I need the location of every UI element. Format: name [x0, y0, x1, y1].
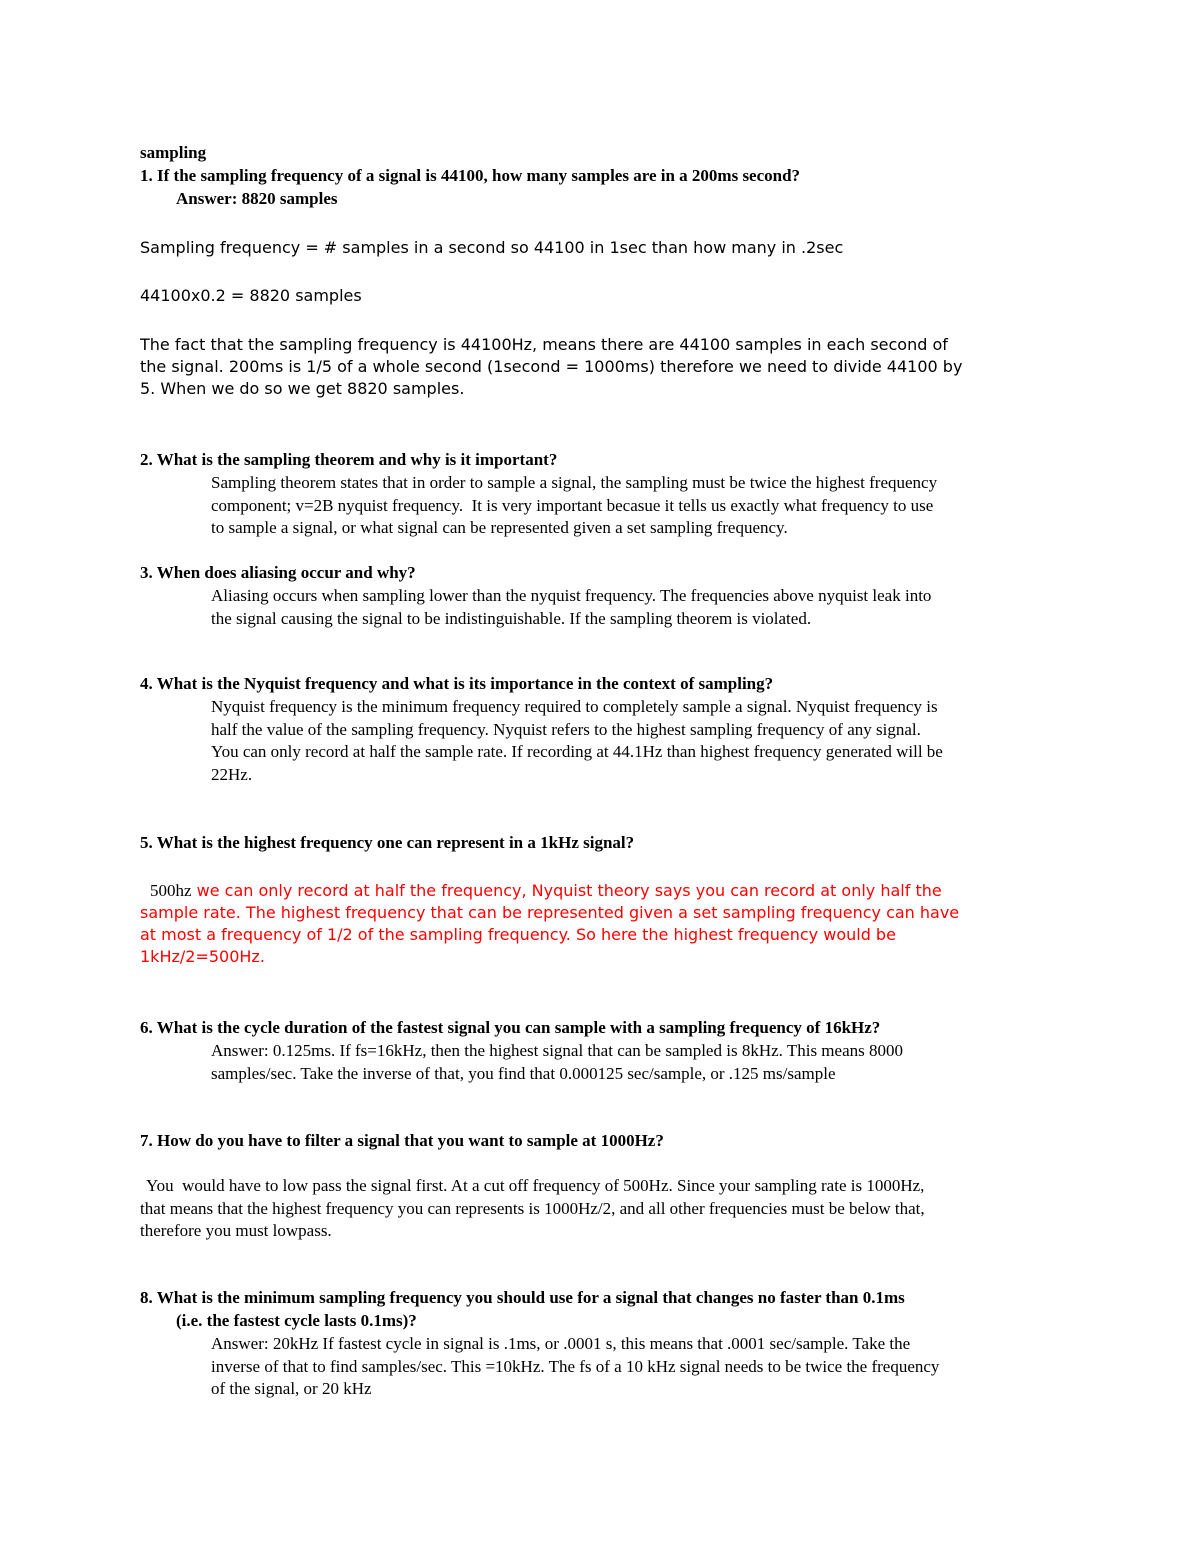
answer-2-line: to sample a signal, or what signal can be represented given a set sampling frequency. — [211, 518, 788, 537]
question-4: 4. What is the Nyquist frequency and what is its importance in the context of sampling? — [140, 674, 774, 693]
answer-3-line: the signal causing the signal to be indistinguishable. If the sampling theorem is violated. — [211, 609, 812, 628]
answer-5-red-line: sample rate. The highest frequency that can be represented given a set sampling frequency can have — [140, 903, 960, 922]
question-3: 3. When does aliasing occur and why? — [140, 563, 416, 582]
answer-5-red-line: 1kHz/2=500Hz. — [140, 947, 265, 966]
question-5: 5. What is the highest frequency one can represent in a 1kHz signal? — [140, 833, 635, 852]
answer-2-line: Sampling theorem states that in order to sample a signal, the sampling must be twice the highest frequency — [211, 473, 938, 492]
note-1-b: 44100x0.2 = 8820 samples — [140, 286, 362, 305]
answer-4-line: 22Hz. — [211, 765, 253, 784]
answer-7-line: therefore you must lowpass. — [140, 1221, 332, 1240]
question-7: 7. How do you have to filter a signal that you want to sample at 1000Hz? — [140, 1131, 664, 1150]
answer-4-line: You can only record at half the sample rate. If recording at 44.1Hz than highest frequency generated will be — [211, 742, 943, 761]
answer-2-line: component; v=2B nyquist frequency. It is very important becasue it tells us exactly what frequency to use — [211, 496, 934, 515]
answer-4-line: half the value of the sampling frequency. Nyquist refers to the highest sampling frequency of any signal. — [211, 720, 921, 739]
document-title: sampling — [140, 143, 207, 162]
answer-5-first-line — [150, 881, 942, 901]
answer-1: Answer: 8820 samples — [176, 189, 338, 208]
answer-5-red-text: we can only record at half the frequency, Nyquist theory says you can record at only half the — [191, 881, 942, 900]
answer-3-line: Aliasing occurs when sampling lower than the nyquist frequency. The frequencies above nyquist leak into — [211, 586, 932, 605]
question-1: 1. If the sampling frequency of a signal is 44100, how many samples are in a 200ms second? — [140, 166, 801, 185]
explanation-1-line: 5. When we do so we get 8820 samples. — [140, 379, 465, 398]
question-6: 6. What is the cycle duration of the fastest signal you can sample with a sampling frequency of 16kHz? — [140, 1018, 881, 1037]
question-8-line: 8. What is the minimum sampling frequency you should use for a signal that changes no faster than 0.1ms — [140, 1288, 905, 1307]
answer-8-line: of the signal, or 20 kHz — [211, 1379, 372, 1398]
answer-6-line: Answer: 0.125ms. If fs=16kHz, then the highest signal that can be sampled is 8kHz. This means 8000 — [211, 1041, 903, 1060]
answer-4-line: Nyquist frequency is the minimum frequency required to completely sample a signal. Nyquist frequency is — [211, 697, 938, 716]
explanation-1-line: The fact that the sampling frequency is 44100Hz, means there are 44100 samples in each second of — [140, 335, 948, 354]
answer-7-line: You would have to low pass the signal first. At a cut off frequency of 500Hz. Since your sampling rate is 1000Hz, — [146, 1176, 925, 1195]
note-1-a: Sampling frequency = # samples in a second so 44100 in 1sec than how many in .2sec — [140, 238, 844, 257]
explanation-1-line: the signal. 200ms is 1/5 of a whole second (1second = 1000ms) therefore we need to divide 44100 by — [140, 357, 963, 376]
answer-5-red-line: at most a frequency of 1/2 of the sampling frequency. So here the highest frequency would be — [140, 925, 896, 944]
answer-7-line: that means that the highest frequency you can represents is 1000Hz/2, and all other frequencies must be below that, — [140, 1199, 925, 1218]
answer-8-line: Answer: 20kHz If fastest cycle in signal is .1ms, or .0001 s, this means that .0001 sec/sample. Take the — [211, 1334, 911, 1353]
question-2: 2. What is the sampling theorem and why is it important? — [140, 450, 558, 469]
question-8-line: (i.e. the fastest cycle lasts 0.1ms)? — [176, 1311, 417, 1330]
answer-5-lead: 500hz — [150, 881, 192, 900]
answer-6-line: samples/sec. Take the inverse of that, you find that 0.000125 sec/sample, or .125 ms/sample — [211, 1064, 836, 1083]
answer-8-line: inverse of that to find samples/sec. This =10kHz. The fs of a 10 kHz signal needs to be twice the frequency — [211, 1357, 940, 1376]
